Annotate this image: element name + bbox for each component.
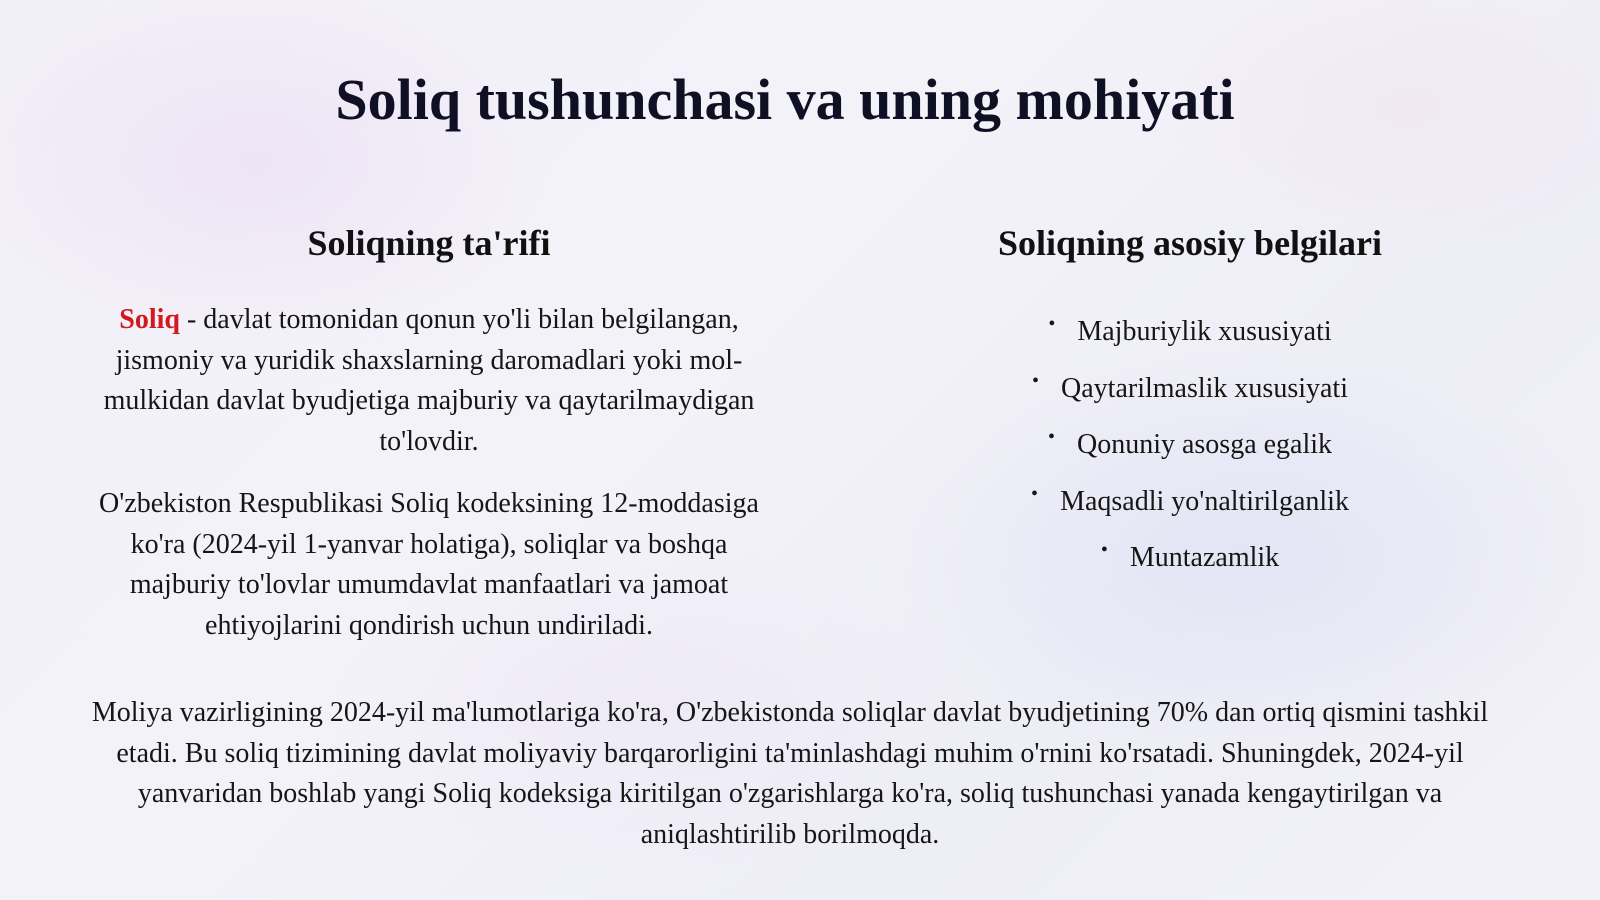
definition-column bbox=[80, 214, 778, 646]
bullet-icon: • bbox=[1100, 539, 1108, 561]
list-item bbox=[930, 413, 1450, 470]
list-item bbox=[930, 300, 1450, 357]
bullet-icon: • bbox=[1031, 482, 1039, 505]
features-list bbox=[930, 300, 1450, 583]
bullet-icon: • bbox=[1047, 426, 1055, 448]
tax-code-paragraph: O'zbekiston Respublikasi Soliq kodeksining 12-moddasiga ko'ra (2024-yil 1-yanvar holatiga), soliqlar va boshqa majburiy to'lovlar umumdavlat manfaatlari va jamoat ehtiyojlarini qondirish uchun undiriladi. bbox=[99, 488, 759, 641]
definition-term: Soliq bbox=[119, 304, 180, 335]
list-item-label: Maqsadli yo'naltirilganlik bbox=[1060, 485, 1349, 517]
list-item-label: Majburiylik xususiyati bbox=[1077, 316, 1332, 347]
definition-heading: Soliqning ta'rifi bbox=[307, 223, 551, 263]
list-item-label: Muntazamlik bbox=[1129, 542, 1280, 573]
features-column bbox=[930, 214, 1450, 583]
list-item-label: Qaytarilmaslik xususiyati bbox=[1061, 372, 1348, 404]
list-item bbox=[930, 526, 1450, 583]
list-item bbox=[930, 357, 1450, 414]
slide-title: Soliq tushunchasi va uning mohiyati bbox=[335, 67, 1235, 132]
definition-text: - davlat tomonidan qonun yo'li bilan belgilangan, jismoniy va yuridik shaxslarning daromadlari yoki mol-mulkidan davlat byudjetiga majburiy va qaytarilmaydigan to'lovdir. bbox=[103, 304, 755, 457]
list-item bbox=[930, 470, 1450, 527]
features-heading: Soliqning asosiy belgilari bbox=[997, 223, 1383, 263]
bullet-icon: • bbox=[1032, 369, 1040, 392]
summary-paragraph: Moliya vazirligining 2024-yil ma'lumotlariga ko'ra, O'zbekistonda soliqlar davlat byudjetining 70% dan ortiq qismini tashkil etadi. Bu soliq tizimining davlat moliyaviy barqarorligini ta'minlashdagi muhim o'rnini ko'rsatadi. Shuningdek, 2024-yil yanvaridan boshlab yangi Soliq kodeksiga kiritilgan o'zgarishlarga ko'ra, soliq tushunchasi yanada kengaytirilgan va aniqlashtirilib borilmoqda. bbox=[91, 697, 1489, 850]
list-item-label: Qonuniy asosga egalik bbox=[1076, 429, 1333, 460]
bullet-icon: • bbox=[1048, 313, 1056, 335]
definition-paragraph bbox=[80, 300, 778, 462]
